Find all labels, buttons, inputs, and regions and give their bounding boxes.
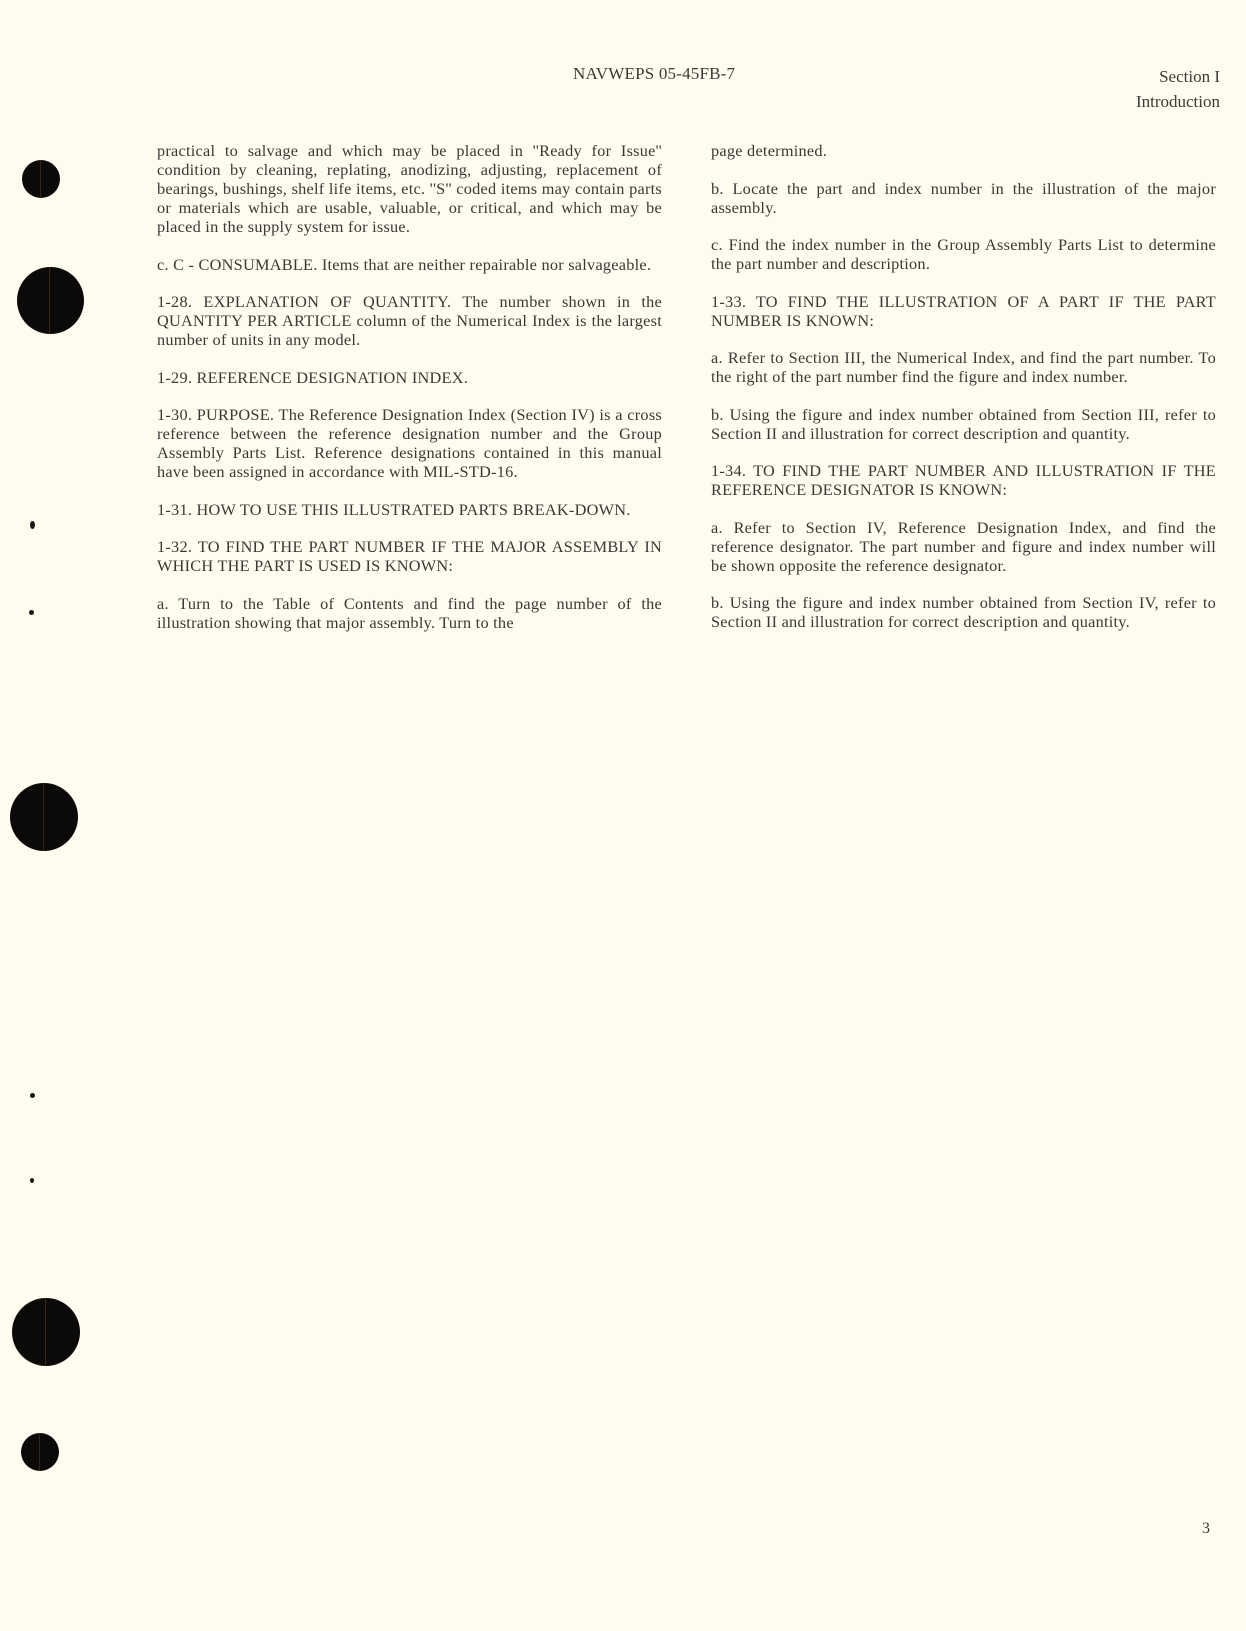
paragraph-1-32-c: c. Find the index number in the Group Assembly Parts List to determine the part number and description.	[711, 235, 1216, 273]
paragraph-1-34-b: b. Using the figure and index number obtained from Section IV, refer to Section II and illustration for correct description and quantity.	[711, 593, 1216, 631]
paragraph-1-32-a-continued: page determined.	[711, 141, 828, 160]
paragraph-salvage-continued: practical to salvage and which may be placed in ''Ready for Issue'' condition by cleaning, replating, anodizing, adjusting, replacement of bearings, bushings, shelf life items, etc. ''S'' coded items may contain parts or materials which are usable, valuable, or critical, and which may be placed in the supply system for issue.	[157, 141, 662, 236]
margin-dot	[30, 1093, 35, 1098]
heading-1-34-find-by-reference-designator: 1-34. TO FIND THE PART NUMBER AND ILLUSTRATION IF THE REFERENCE DESIGNATOR IS KNOWN:	[711, 461, 1216, 499]
section-title: Introduction	[1135, 92, 1220, 111]
heading-1-29-reference-designation-index: 1-29. REFERENCE DESIGNATION INDEX.	[157, 367, 469, 387]
left-column	[157, 141, 662, 650]
section-heading	[1136, 64, 1220, 114]
right-column	[711, 141, 1216, 650]
paragraph-1-32-b: b. Locate the part and index number in the illustration of the major assembly.	[711, 178, 1216, 217]
binder-hole-large-1	[17, 267, 84, 334]
margin-dot	[30, 1178, 34, 1183]
margin-dot	[30, 521, 35, 529]
heading-1-32-find-part-number: 1-32. TO FIND THE PART NUMBER IF THE MAJOR ASSEMBLY IN WHICH THE PART IS USED IS KNOWN:	[157, 537, 662, 575]
paragraph-1-32-a: a. Turn to the Table of Contents and find the page number of the illustration showing that major assembly. Turn to the	[157, 593, 662, 632]
paragraph-1-33-b: b. Using the figure and index number obtained from Section III, refer to Section II and illustration for correct description and quantity.	[711, 404, 1216, 443]
paragraph-1-34-a: a. Refer to Section IV, Reference Designation Index, and find the reference designator. The part number and figure and index number will be shown opposite the reference designator.	[711, 517, 1216, 575]
margin-dot	[29, 610, 34, 615]
binder-hole-large-3	[12, 1298, 80, 1366]
binder-hole-small-bottom	[21, 1433, 59, 1471]
paragraph-c-consumable: c. C - CONSUMABLE. Items that are neither repairable nor salvageable.	[157, 254, 652, 274]
page-number: 3	[1202, 1520, 1210, 1537]
paragraph-1-33-a: a. Refer to Section III, the Numerical Index, and find the part number. To the right of the part number find the figure and index number.	[711, 348, 1216, 386]
heading-1-31-how-to-use: 1-31. HOW TO USE THIS ILLUSTRATED PARTS BREAK-DOWN.	[157, 499, 631, 519]
paragraph-1-28-explanation-of-quantity: 1-28. EXPLANATION OF QUANTITY. The number shown in the QUANTITY PER ARTICLE column of the Numerical Index is the largest number of units in any model.	[157, 292, 662, 349]
heading-1-33-find-illustration: 1-33. TO FIND THE ILLUSTRATION OF A PART IF THE PART NUMBER IS KNOWN:	[711, 291, 1216, 330]
binder-hole-large-2	[10, 783, 78, 851]
binder-hole-small-top	[22, 160, 60, 198]
paragraph-1-30-purpose: 1-30. PURPOSE. The Reference Designation Index (Section IV) is a cross reference between the reference designation number and the Group Assembly Parts List. Reference designations contained in this manual have been assigned in accordance with MIL-STD-16.	[157, 405, 662, 481]
document-number: NAVWEPS 05-45FB-7	[573, 64, 736, 83]
section-label: Section I	[1159, 67, 1220, 86]
